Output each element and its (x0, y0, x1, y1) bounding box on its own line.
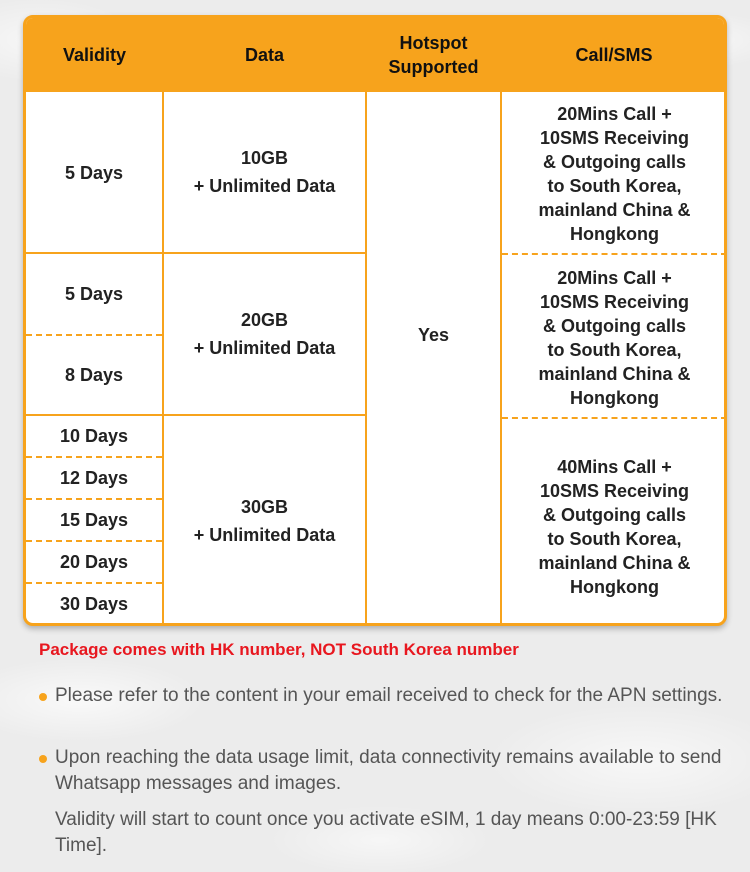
bullet-dot-icon (39, 693, 47, 701)
validity-cell: 5 Days (64, 284, 124, 304)
validity-cell: 15 Days (59, 510, 129, 530)
header-validity: Validity (26, 18, 163, 92)
note-bullet (39, 745, 729, 797)
note-text: Upon reaching the data usage limit, data connectivity remains available to send Whatsapp messages and images. (55, 747, 722, 794)
header-hotspot: Hotspot Supported (366, 18, 501, 92)
call-sms-cell: 20Mins Call + 10SMS Receiving & Outgoing calls to South Korea, mainland China & Hongkong (538, 104, 691, 244)
header-call-sms: Call/SMS (501, 18, 727, 92)
validity-cell: 5 Days (64, 162, 124, 183)
bullet-dot-icon (39, 755, 47, 763)
validity-note: Validity will start to count once you activate eSIM, 1 day means 0:00-23:59 [HK Time]. (55, 809, 717, 856)
validity-cell: 30 Days (59, 594, 129, 614)
data-cell: 10GB + Unlimited Data (193, 148, 336, 196)
plan-table (23, 15, 727, 626)
hotspot-cell: Yes (417, 325, 450, 345)
dashed-divider (502, 253, 727, 255)
validity-cell: 20 Days (59, 552, 129, 572)
dashed-divider (502, 417, 727, 419)
validity-cell: 12 Days (59, 468, 129, 488)
data-cell: 20GB + Unlimited Data (193, 310, 336, 358)
data-cell: 30GB + Unlimited Data (193, 497, 336, 545)
hk-number-warning: Package comes with HK number, NOT South Korea number (39, 640, 519, 659)
note-text: Please refer to the content in your email received to check for the APN settings. (55, 685, 723, 706)
call-sms-cell: 40Mins Call + 10SMS Receiving & Outgoing calls to South Korea, mainland China & Hongkong (538, 457, 691, 597)
call-sms-cell: 20Mins Call + 10SMS Receiving & Outgoing calls to South Korea, mainland China & Hongkong (538, 268, 691, 408)
validity-cell: 8 Days (64, 365, 124, 385)
header-data: Data (163, 18, 366, 92)
validity-cell: 10 Days (59, 426, 129, 446)
note-bullet (39, 683, 729, 709)
